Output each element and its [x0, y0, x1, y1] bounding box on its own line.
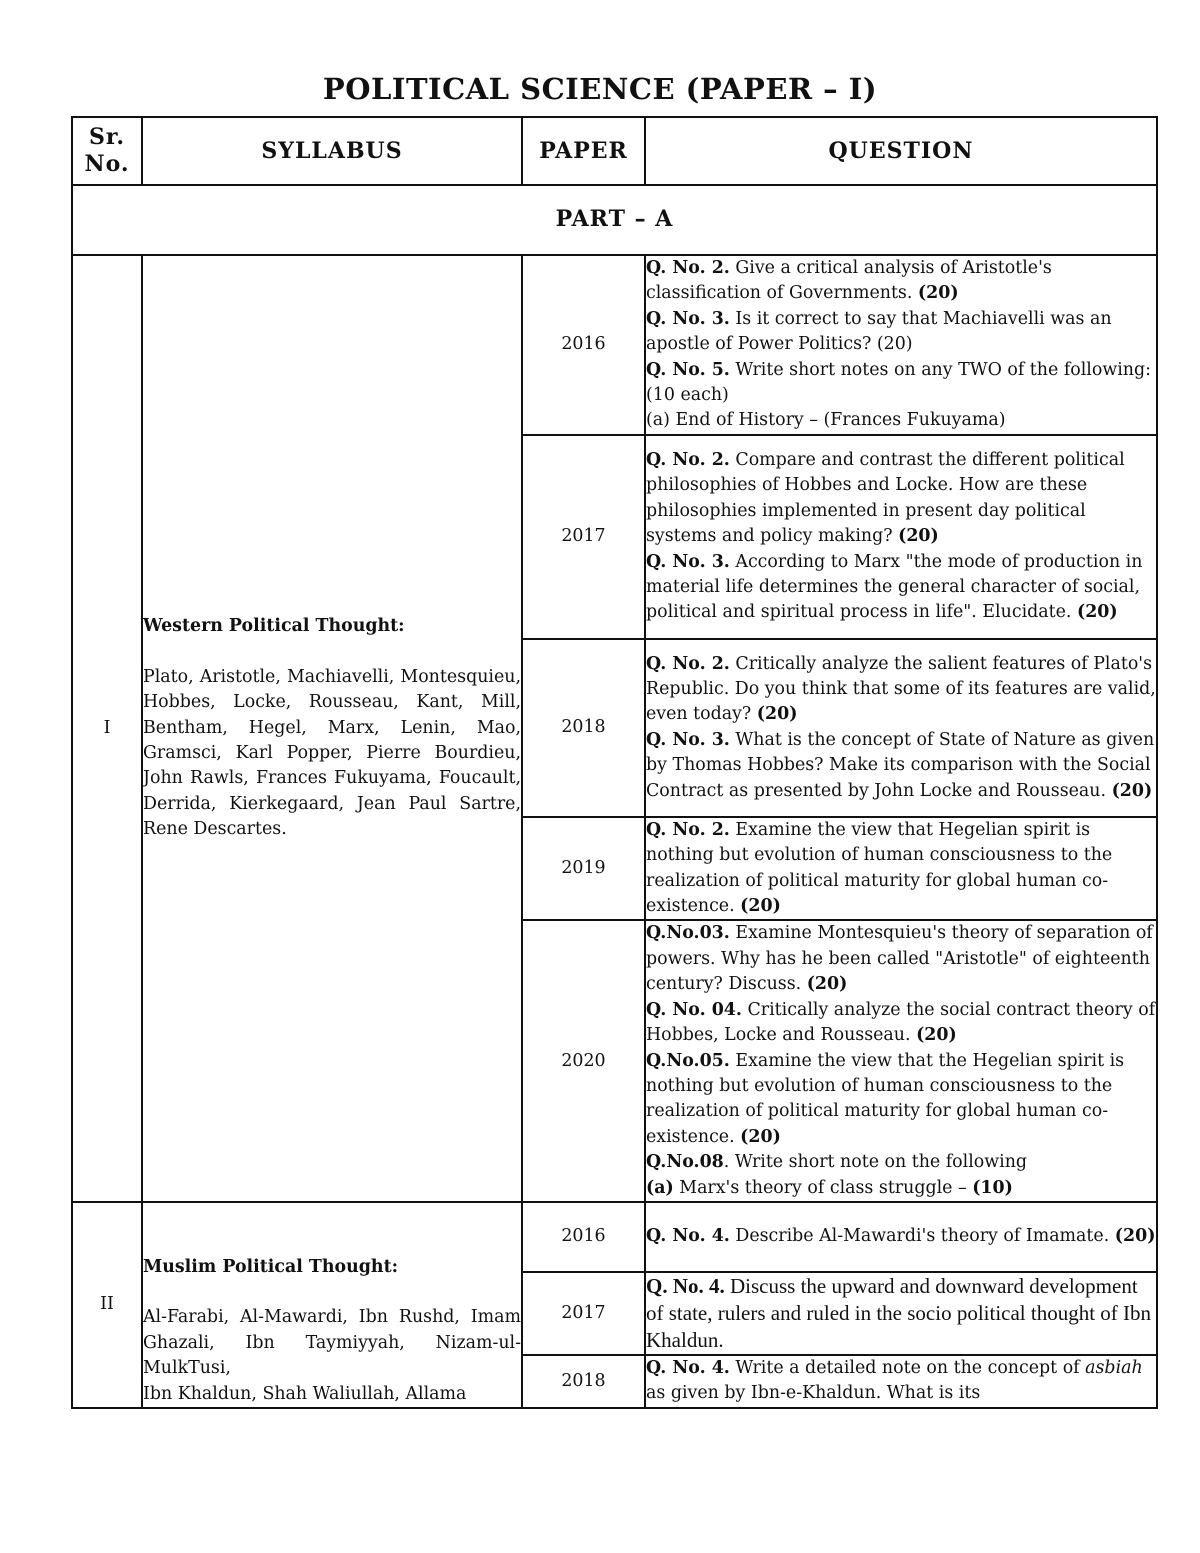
paper-year: 2020 [522, 920, 645, 1201]
question-number: Q. No. 4. [646, 1358, 730, 1379]
paper-year: 2018 [522, 1355, 645, 1408]
question-number: Q. No. 5. [646, 359, 730, 380]
header-row [72, 117, 1157, 185]
question-marks: (20) [1111, 780, 1153, 801]
header-paper: PAPER [522, 117, 645, 185]
paper-year: 2019 [522, 817, 645, 921]
table-row [72, 1202, 1157, 1272]
question-text: Examine Montesquieu's theory of separation of powers. Why has he been called "Aristotle" of eighteenth century? Discuss. [646, 923, 1153, 995]
header-sr-no: Sr. No. [72, 117, 142, 185]
sr-number-2: II [72, 1202, 142, 1408]
question-cell [645, 1272, 1157, 1355]
question-number: Q.No.03. [646, 923, 730, 944]
question-text: Critically analyze the salient features of Plato's Republic. Do you think that some of its features are valid, even today? [646, 653, 1156, 725]
paper-year: 2017 [522, 1272, 645, 1355]
question-number: Q. No. 2. [646, 653, 730, 674]
question-marks: (20) [898, 526, 939, 547]
paper-year: 2017 [522, 435, 645, 639]
question-number: Q.No.05. [646, 1050, 730, 1071]
question-cell [645, 817, 1157, 921]
question-number: Q. No. 3. [646, 551, 730, 572]
syllabus-heading: Muslim Political Thought: [143, 1256, 399, 1277]
question-text: What is the concept of State of Nature as given by Thomas Hobbes? Make its comparison with the Social Contract as presented by John Locke and Rousseau. [646, 729, 1155, 801]
question-cell [645, 1202, 1157, 1272]
header-question: QUESTION [645, 117, 1157, 185]
question-text: Compare and contrast the different political philosophies of Hobbes and Locke. How are these philosophies implemented in present day political systems and policy making? [646, 449, 1125, 547]
question-marks: (20) [756, 704, 798, 725]
header-syllabus: SYLLABUS [142, 117, 522, 185]
question-subpart-text: Marx's theory of class struggle – [673, 1177, 973, 1198]
question-text-rest: as given by Ibn-e-Khaldun. What is its [646, 1383, 981, 1404]
question-text: Is it correct to say that Machiavelli was an apostle of Power Politics? (20) [646, 308, 1112, 355]
question-marks: (20) [1076, 602, 1118, 623]
question-text: Examine the view that the Hegelian spirit is nothing but evolution of human consciousness to the realization of political maturity for global human co-existence. [646, 1050, 1125, 1147]
question-text: Write a detailed note on the concept of [729, 1358, 1086, 1379]
question-number: Q. No. 4. [646, 1226, 730, 1247]
question-cell [645, 1355, 1157, 1408]
syllabus-thinkers: Plato, Aristotle, Machiavelli, Montesquieu, Hobbes, Locke, Rousseau, Kant, Mill, Bentham, Hegel, Marx, Lenin, Mao, Gramsci, Karl Popper, Pierre Bourdieu, John Rawls, Frances Fukuyama, Foucault, Derrida, Kierkegaard, Jean Paul Sartre, Rene Descartes. [143, 666, 521, 840]
question-text: Give a critical analysis of Aristotle's classification of Governments. [646, 258, 1052, 304]
question-number: Q. No. 4. [646, 1273, 725, 1298]
question-number: Q. No. 3. [646, 729, 730, 750]
table-row [72, 255, 1157, 435]
question-number: Q. No. 2. [646, 258, 730, 278]
question-text: Describe Al-Mawardi's theory of Imamate. [729, 1226, 1115, 1247]
question-marks: (20) [740, 896, 781, 917]
question-marks: (10) [972, 1177, 1013, 1198]
sr-number-1: I [72, 255, 142, 1202]
question-text: Critically analyze the social contract theory of Hobbes, Locke and Rousseau. [646, 999, 1156, 1046]
question-marks: (20) [1114, 1226, 1156, 1247]
question-marks: (20) [806, 974, 848, 995]
question-cell [645, 255, 1157, 435]
part-a-row [72, 185, 1157, 255]
question-text: . Write short note on the following [723, 1152, 1028, 1173]
syllabus-cell-western [142, 255, 522, 1202]
question-number: Q. No. 2. [646, 819, 730, 840]
question-subpart-label: (a) [646, 1177, 674, 1198]
syllabus-thinkers-cont: Ibn Khaldun, Shah Waliullah, Allama [143, 1383, 467, 1404]
question-text: According to Marx "the mode of production in material life determines the general character of social, political and spiritual process in life". Elucidate. [646, 551, 1143, 623]
paper-year: 2018 [522, 639, 645, 817]
syllabus-cell-muslim [142, 1202, 522, 1408]
syllabus-thinkers: Al-Farabi, Al-Mawardi, Ibn Rushd, Imam Ghazali, Ibn Taymiyyah, Nizam-ul-MulkTusi, [143, 1307, 521, 1379]
question-italic-term: asbiah [1085, 1358, 1143, 1379]
question-marks: (20) [917, 283, 959, 304]
question-number: Q. No. 04. [646, 999, 742, 1020]
question-cell [645, 435, 1157, 639]
question-number: Q.No.08 [646, 1152, 724, 1173]
question-text: Write short notes on any TWO of the following: (10 each) [646, 359, 1151, 406]
question-marks: (20) [740, 1126, 781, 1147]
syllabus-heading: Western Political Thought: [143, 616, 405, 637]
question-text: Examine the view that Hegelian spirit is nothing but evolution of human consciousness to the realization of political maturity for global human co-existence. [646, 819, 1113, 917]
question-text: Discuss the upward and downward development of state, rulers and ruled in the socio political thought of Ibn Khaldun. [646, 1273, 1152, 1352]
question-cell [645, 920, 1157, 1201]
question-cell [645, 639, 1157, 817]
question-subpart: (a) End of History – (Frances Fukuyama) [646, 410, 1006, 431]
page-title: POLITICAL SCIENCE (PAPER – I) [322, 72, 878, 106]
paper-year: 2016 [522, 255, 645, 435]
part-a-label: PART – A [72, 185, 1157, 255]
question-number: Q. No. 3. [646, 308, 730, 329]
question-number: Q. No. 2. [646, 449, 730, 470]
paper-year: 2016 [522, 1202, 645, 1272]
question-marks: (20) [916, 1025, 957, 1046]
syllabus-table [71, 116, 1158, 1409]
